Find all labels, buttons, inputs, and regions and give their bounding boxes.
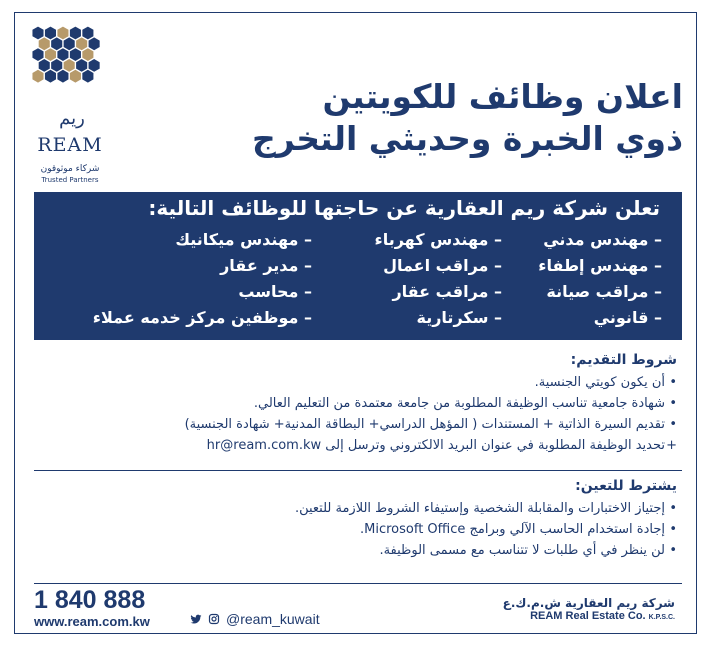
application-conditions-list [87,372,677,456]
logo-hexagon [82,27,93,40]
logo-hexagon [76,37,87,50]
logo-hexagon [64,59,75,72]
logo-hexagon [70,27,81,40]
phone-number[interactable]: 1 840 888 [34,586,146,614]
application-conditions-title: شروط التقديم: [570,352,677,368]
application-conditions [87,352,677,456]
job-item: – سكرتارية [416,308,502,327]
logo-hexagon [76,59,87,72]
social-handle-text: @ream_kuwait [226,611,320,627]
company-name [503,596,675,622]
job-item: – محاسب [238,282,312,301]
hexagon-pattern-icon [30,24,114,108]
job-item: – قانوني [593,308,662,327]
logo-hexagon [51,59,62,72]
logo-hexagon [57,70,68,83]
logo-hexagon [57,48,68,61]
logo-hexagon [39,37,50,50]
logo-hexagon [89,37,100,50]
job-item: – مهندس إطفاء [538,256,662,275]
job-item: – مراقب اعمال [383,256,502,275]
condition-item: • شهادة جامعية تناسب الوظيفة المطلوبة من جامعة معتمدة من التعليم العالي. [87,393,665,414]
job-item: – مراقب عقار [392,282,502,301]
logo-hexagon [32,70,43,83]
divider [34,470,682,471]
condition-item: • أن يكون كويتي الجنسية. [87,372,665,393]
logo-hexagon [45,27,56,40]
logo-tagline-english: Trusted Partners [41,176,99,184]
logo-hexagon [70,48,81,61]
hiring-conditions-list [87,498,677,561]
logo-hexagon [51,37,62,50]
job-item: – مدير عقار [220,256,312,275]
headline-line-1: اعلان وظائف للكويتين [322,77,683,116]
company-name-english [503,610,675,622]
instagram-icon [208,613,220,625]
twitter-icon [190,613,202,625]
logo-arabic-name: ريم [59,108,85,129]
condition-item: • إجادة استخدام الحاسب الآلي وبرامج Microsoft Office. [87,519,665,540]
job-item: – مهندس مدني [543,230,662,249]
social-handle[interactable] [190,611,320,627]
job-item: – مهندس كهرباء [374,230,502,249]
logo-hexagon [89,59,100,72]
logo-hexagon [45,48,56,61]
banner-title: تعلن شركة ريم العقارية عن حاجتها للوظائف التالية: [148,196,660,220]
job-item: – مراقب صيانة [546,282,662,301]
logo-hexagon [45,70,56,83]
logo-hexagon [82,70,93,83]
logo-hexagon [64,37,75,50]
condition-item: + تحديد الوظيفة المطلوبة في عنوان البريد الالكتروني وترسل إلى hr@ream.com.kw [87,435,665,456]
logo-english-name: REAM [37,134,103,156]
job-item: – موظفين مركز خدمه عملاء [92,308,312,327]
headline [183,76,683,160]
hiring-conditions [87,478,677,561]
logo-hexagon [39,59,50,72]
condition-item: • تقديم السيرة الذاتية + المستندات ( المؤهل الدراسي+ البطاقة المدنية+ شهادة الجنسية) [87,414,665,435]
company-suffix: K.P.S.C. [648,614,675,621]
logo-hexagon [70,70,81,83]
headline-line-2: ذوي الخبرة وحديثي التخرج [252,119,683,158]
job-item: – مهندس ميكانيك [175,230,312,249]
hiring-conditions-title: يشترط للتعين: [575,478,677,494]
jobs-banner [34,192,682,340]
logo-hexagon [82,48,93,61]
company-name-arabic: شركة ريم العقارية ش.م.ك.ع [502,596,675,610]
condition-item: • إجتياز الاختبارات والمقابلة الشخصية وإستيفاء الشروط اللازمة للتعين. [87,498,665,519]
logo-hexagon [57,27,68,40]
condition-item: • لن ينظر في أي طلبات لا تتناسب مع مسمى الوظيفة. [87,540,665,561]
ream-logo [30,24,114,184]
logo-hexagon [32,27,43,40]
divider [34,583,682,584]
job-list [52,230,662,334]
logo-tagline-arabic: شركاء موثوقون [40,164,100,174]
website-link[interactable]: www.ream.com.kw [34,614,150,629]
company-name-english-text: REAM Real Estate Co. [530,610,646,622]
logo-hexagon [32,48,43,61]
